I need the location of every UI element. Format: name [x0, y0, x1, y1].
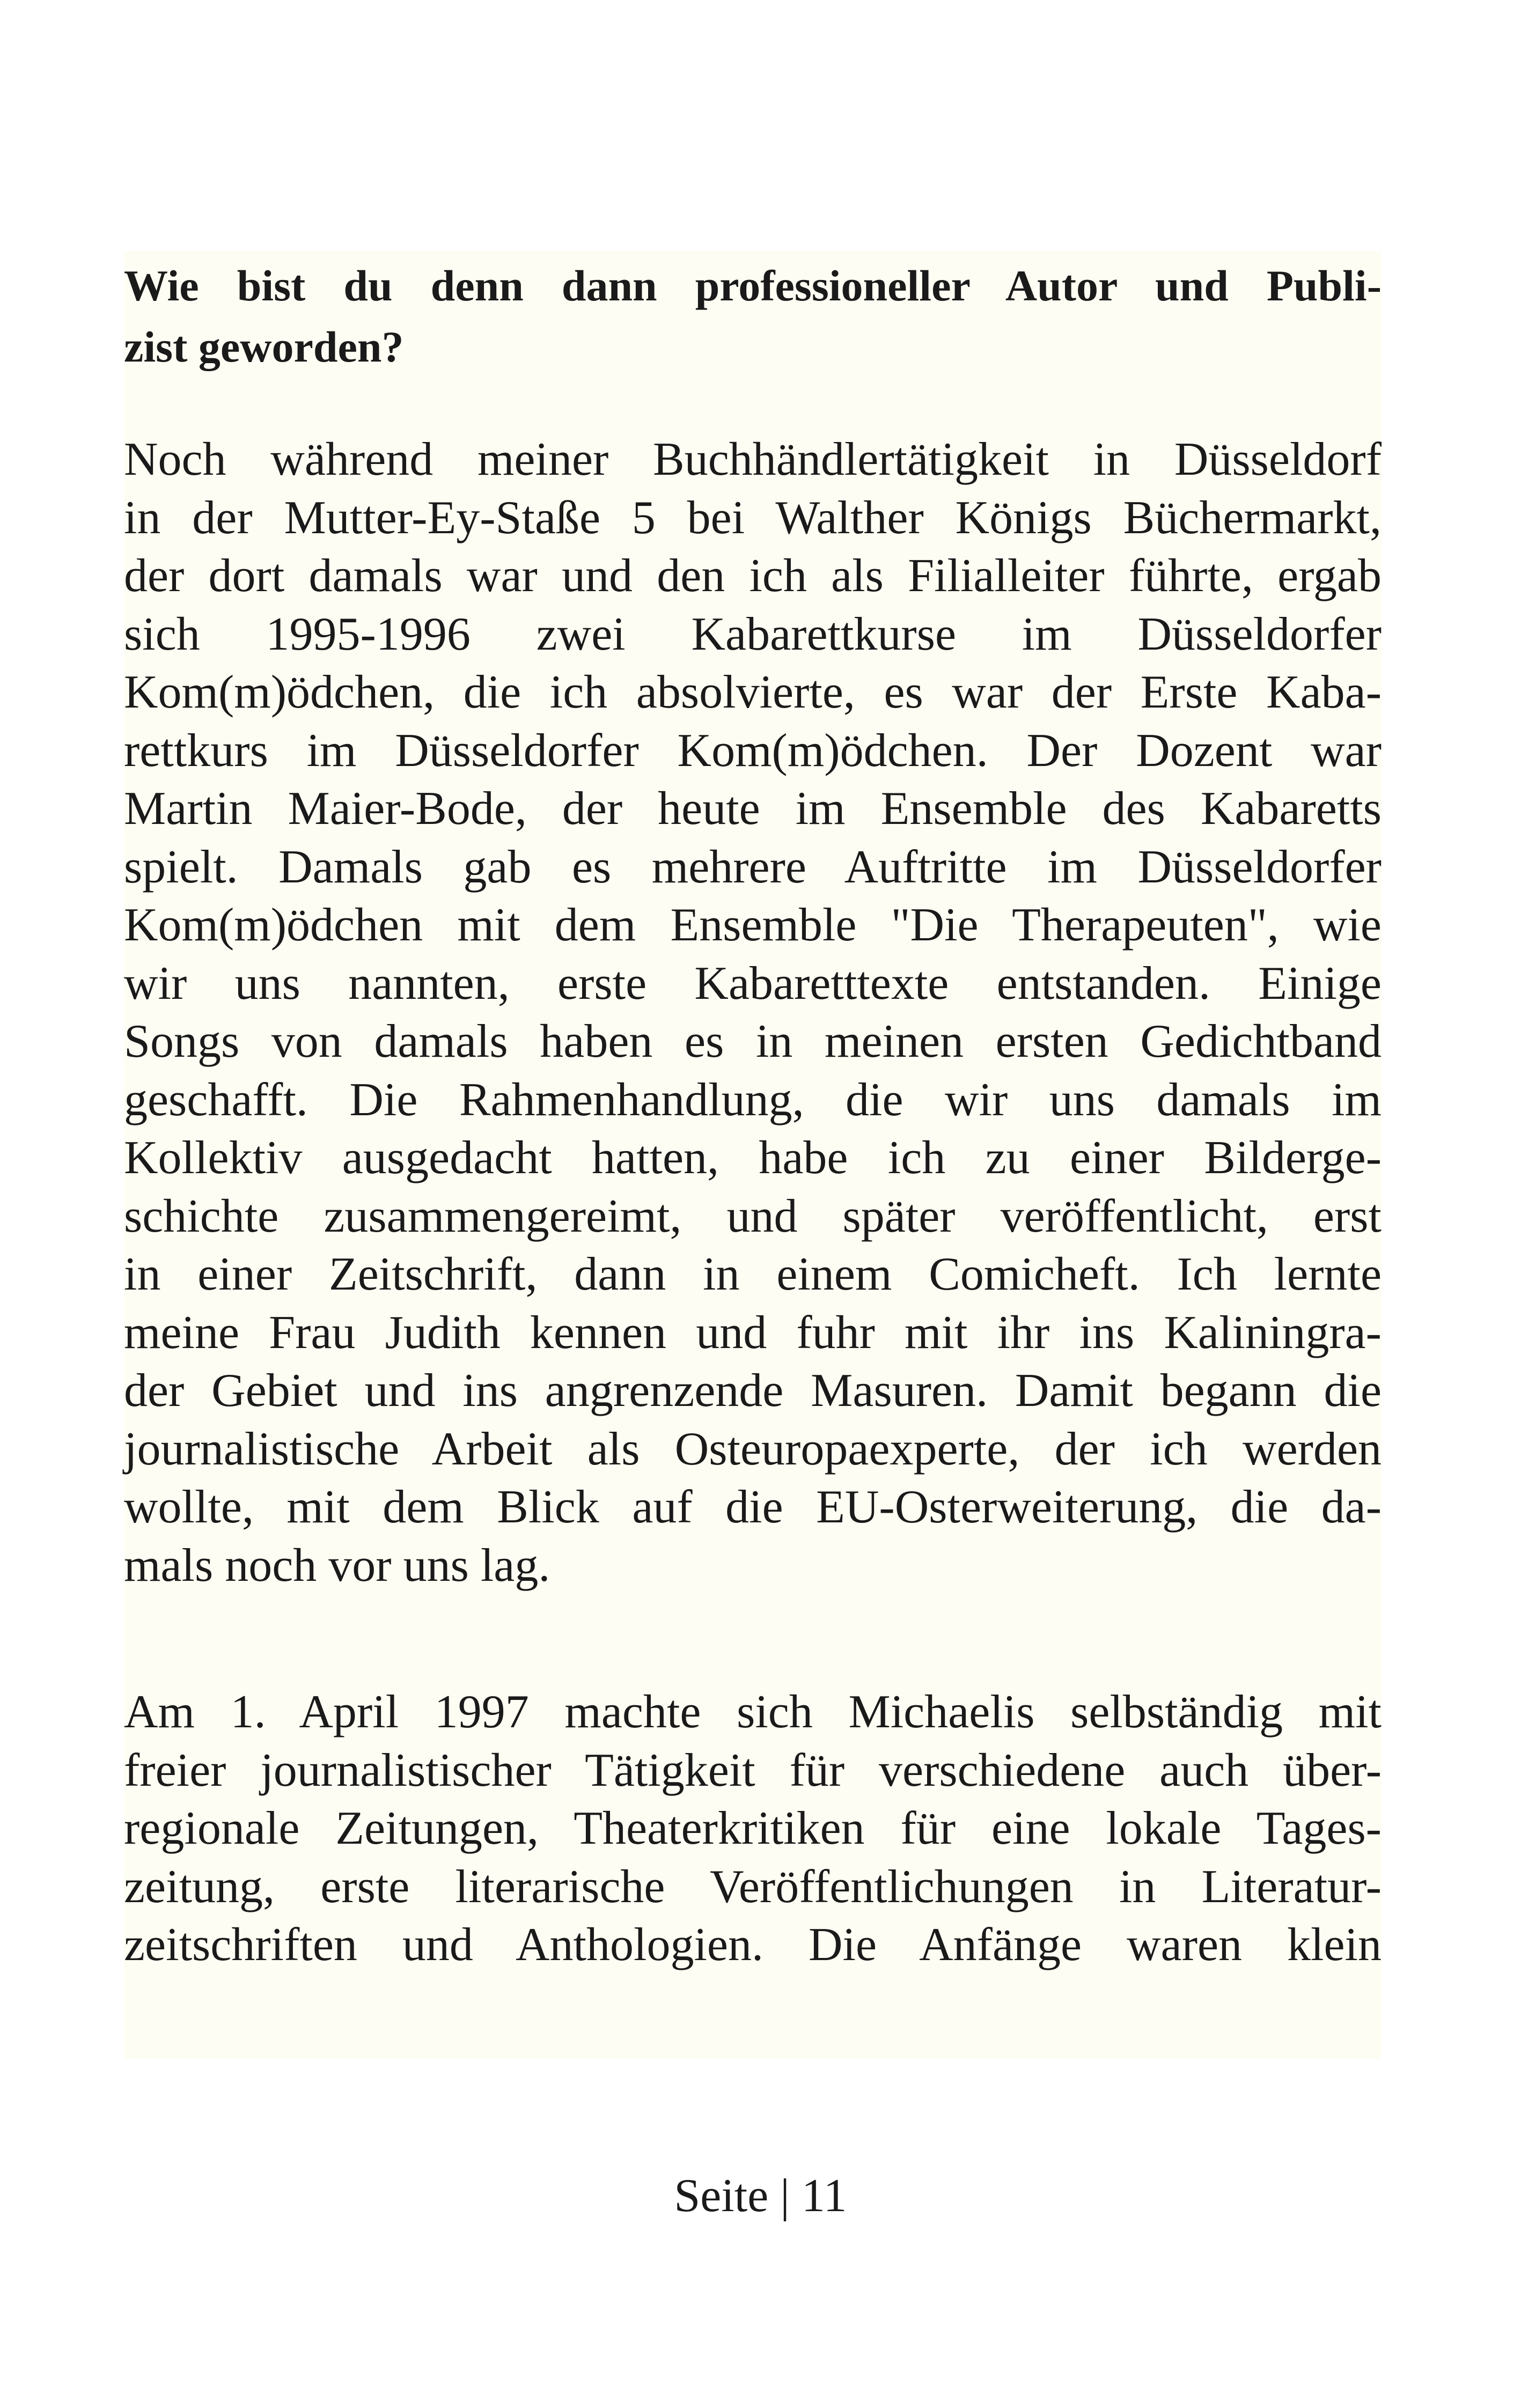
paragraph-line: zeitung, erste literarische Veröffentlichungen in Literatur- — [124, 1860, 1382, 1913]
paragraph-line: in der Mutter-Ey-Staße 5 bei Walther Königs Büchermarkt, — [124, 491, 1382, 544]
heading-line: Wie bist du denn dann professioneller Autor und Publi- — [124, 261, 1382, 310]
paragraph-line: Noch während meiner Buchhändlertätigkeit in Düsseldorf — [124, 433, 1382, 485]
paragraph-line: Kom(m)ödchen, die ich absolvierte, es war der Erste Kaba- — [124, 666, 1382, 718]
paragraph-answer — [124, 431, 1382, 1595]
paragraph-line: schichte zusammengereimt, und später veröffentlicht, erst — [124, 1190, 1382, 1242]
paragraph-line: regionale Zeitungen, Theaterkritiken für eine lokale Tages- — [124, 1802, 1382, 1854]
paragraph-line: rettkurs im Düsseldorfer Kom(m)ödchen. Der Dozent war — [124, 724, 1382, 777]
paragraph-biography — [124, 1683, 1382, 1975]
heading-line: zist geworden? — [124, 322, 404, 371]
paragraph-line: zeitschriften und Anthologien. Die Anfänge waren klein — [124, 1919, 1382, 1971]
paragraph-line: der dort damals war und den ich als Filialleiter führte, ergab — [124, 550, 1382, 602]
paragraph-line: meine Frau Judith kennen und fuhr mit ihr ins Kaliningra- — [124, 1306, 1382, 1359]
paragraph-line: Am 1. April 1997 machte sich Michaelis selbständig mit — [124, 1686, 1382, 1738]
paragraph-line: freier journalistischer Tätigkeit für verschiedene auch über- — [124, 1744, 1382, 1796]
paragraph-line: sich 1995-1996 zwei Kabarettkurse im Düsseldorfer — [124, 608, 1382, 660]
paragraph-line: wollte, mit dem Blick auf die EU-Osterweiterung, die da- — [124, 1481, 1382, 1533]
question-heading — [124, 255, 1382, 378]
paragraph-line: geschafft. Die Rahmenhandlung, die wir uns damals im — [124, 1073, 1382, 1126]
paragraph-line: journalistische Arbeit als Osteuropaexperte, der ich werden — [124, 1423, 1382, 1475]
page-number: Seite | 11 — [674, 2170, 847, 2222]
paragraph-line: wir uns nannten, erste Kabaretttexte entstanden. Einige — [124, 957, 1382, 1010]
paragraph-line: in einer Zeitschrift, dann in einem Comicheft. Ich lernte — [124, 1248, 1382, 1300]
paragraph-line: Martin Maier-Bode, der heute im Ensemble des Kabaretts — [124, 783, 1382, 835]
paragraph-line: Songs von damals haben es in meinen ersten Gedichtband — [124, 1015, 1382, 1067]
paragraph-line: Kom(m)ödchen mit dem Ensemble "Die Therapeuten", wie — [124, 899, 1382, 951]
paragraph-line: der Gebiet und ins angrenzende Masuren. Damit begann die — [124, 1365, 1382, 1417]
paragraph-line: spielt. Damals gab es mehrere Auftritte im Düsseldorfer — [124, 841, 1382, 893]
paragraph-line: Kollektiv ausgedacht hatten, habe ich zu einer Bilderge- — [124, 1132, 1382, 1184]
text-block — [124, 251, 1382, 2059]
paragraph-line: mals noch vor uns lag. — [124, 1539, 550, 1592]
